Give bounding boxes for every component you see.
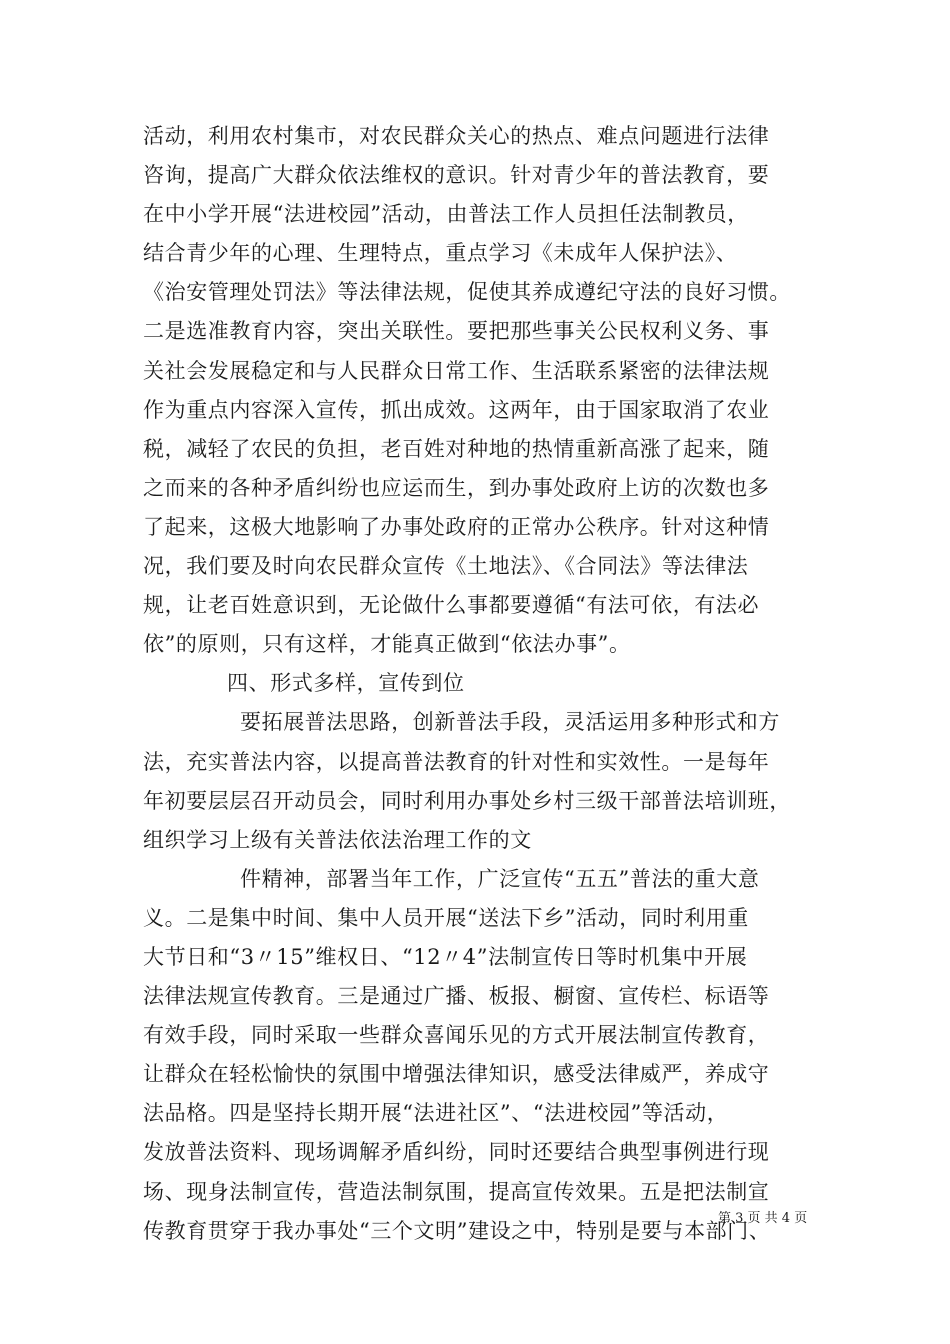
text-line: 组织学习上级有关普法依法治理工作的文 xyxy=(143,827,532,852)
text-line: 法律法规宣传教育。三是通过广播、板报、橱窗、宣传栏、标语等 xyxy=(143,984,770,1009)
text-line: 传教育贯穿于我办事处“三个文明”建设之中，特别是要与本部门、 xyxy=(143,1218,771,1243)
text-line: 了起来，这极大地影响了办事处政府的正常办公秩序。针对这种情 xyxy=(143,514,770,539)
text-line: 要拓展普法思路，创新普法手段，灵活运用多种形式和方 xyxy=(240,710,780,735)
section-heading: 四、形式多样，宣传到位 xyxy=(227,671,465,696)
text-line: 作为重点内容深入宣传，抓出成效。这两年，由于国家取消了农业 xyxy=(143,397,770,422)
text-line: 二是选准教育内容，突出关联性。要把那些事关公民权利义务、事 xyxy=(143,319,770,344)
text-line: 发放普法资料、现场调解矛盾纠纷，同时还要结合典型事例进行现 xyxy=(143,1140,770,1165)
text-line: 活动，利用农村集市，对农民群众关心的热点、难点问题进行法律 xyxy=(143,124,770,148)
text-line: 法，充实普法内容，以提高普法教育的针对性和实效性。一是每年 xyxy=(143,749,770,774)
text-line: 年初要层层召开动员会，同时利用办事处乡村三级干部普法培训班， xyxy=(143,788,791,813)
text-line: 税，减轻了农民的负担，老百姓对种地的热情重新高涨了起来，随 xyxy=(143,436,770,461)
document-body xyxy=(143,117,823,1251)
text-line: 之而来的各种矛盾纠纷也应运而生，到办事处政府上访的次数也多 xyxy=(143,475,770,500)
text-line: 规，让老百姓意识到，无论做什么事都要遵循“有法可依，有法必 xyxy=(143,593,760,618)
text-line: 在中小学开展“法进校园”活动，由普法工作人员担任法制教员， xyxy=(143,202,749,227)
text-line: 关社会发展稳定和与人民群众日常工作、生活联系紧密的法律法规 xyxy=(143,358,770,383)
text-line: 《治安管理处罚法》等法律法规，促使其养成遵纪守法的良好习惯。 xyxy=(143,280,791,305)
text-line: 咨询，提高广大群众依法维权的意识。针对青少年的普法教育，要 xyxy=(143,163,770,188)
text-line: 有效手段，同时采取一些群众喜闻乐见的方式开展法制宣传教育， xyxy=(143,1023,770,1048)
text-line: 义。二是集中时间、集中人员开展“送法下乡”活动，同时利用重 xyxy=(143,905,749,930)
text-line: 件精神，部署当年工作，广泛宣传“五五”普法的重大意 xyxy=(240,866,760,891)
text-line: 况，我们要及时向农民群众宣传《土地法》、《合同法》等法律法 xyxy=(143,554,749,579)
text-line: 法品格。四是坚持长期开展“法进社区”、“法进校园”等活动， xyxy=(143,1101,729,1126)
page-number: 第 3 页 共 4 页 xyxy=(718,1211,808,1226)
text-line: 场、现身法制宣传，营造法制氛围，提高宣传效果。五是把法制宣 xyxy=(143,1179,770,1204)
text-line: 大节日和“3〃15”维权日、“12〃4”法制宣传日等时机集中开展 xyxy=(143,944,748,969)
text-line: 依”的原则，只有这样，才能真正做到“依法办事”。 xyxy=(143,632,631,657)
text-line: 结合青少年的心理、生理特点，重点学习《未成年人保护法》、 xyxy=(143,241,738,266)
text-line: 让群众在轻松愉快的氛围中增强法律知识，感受法律威严，养成守 xyxy=(143,1062,770,1087)
